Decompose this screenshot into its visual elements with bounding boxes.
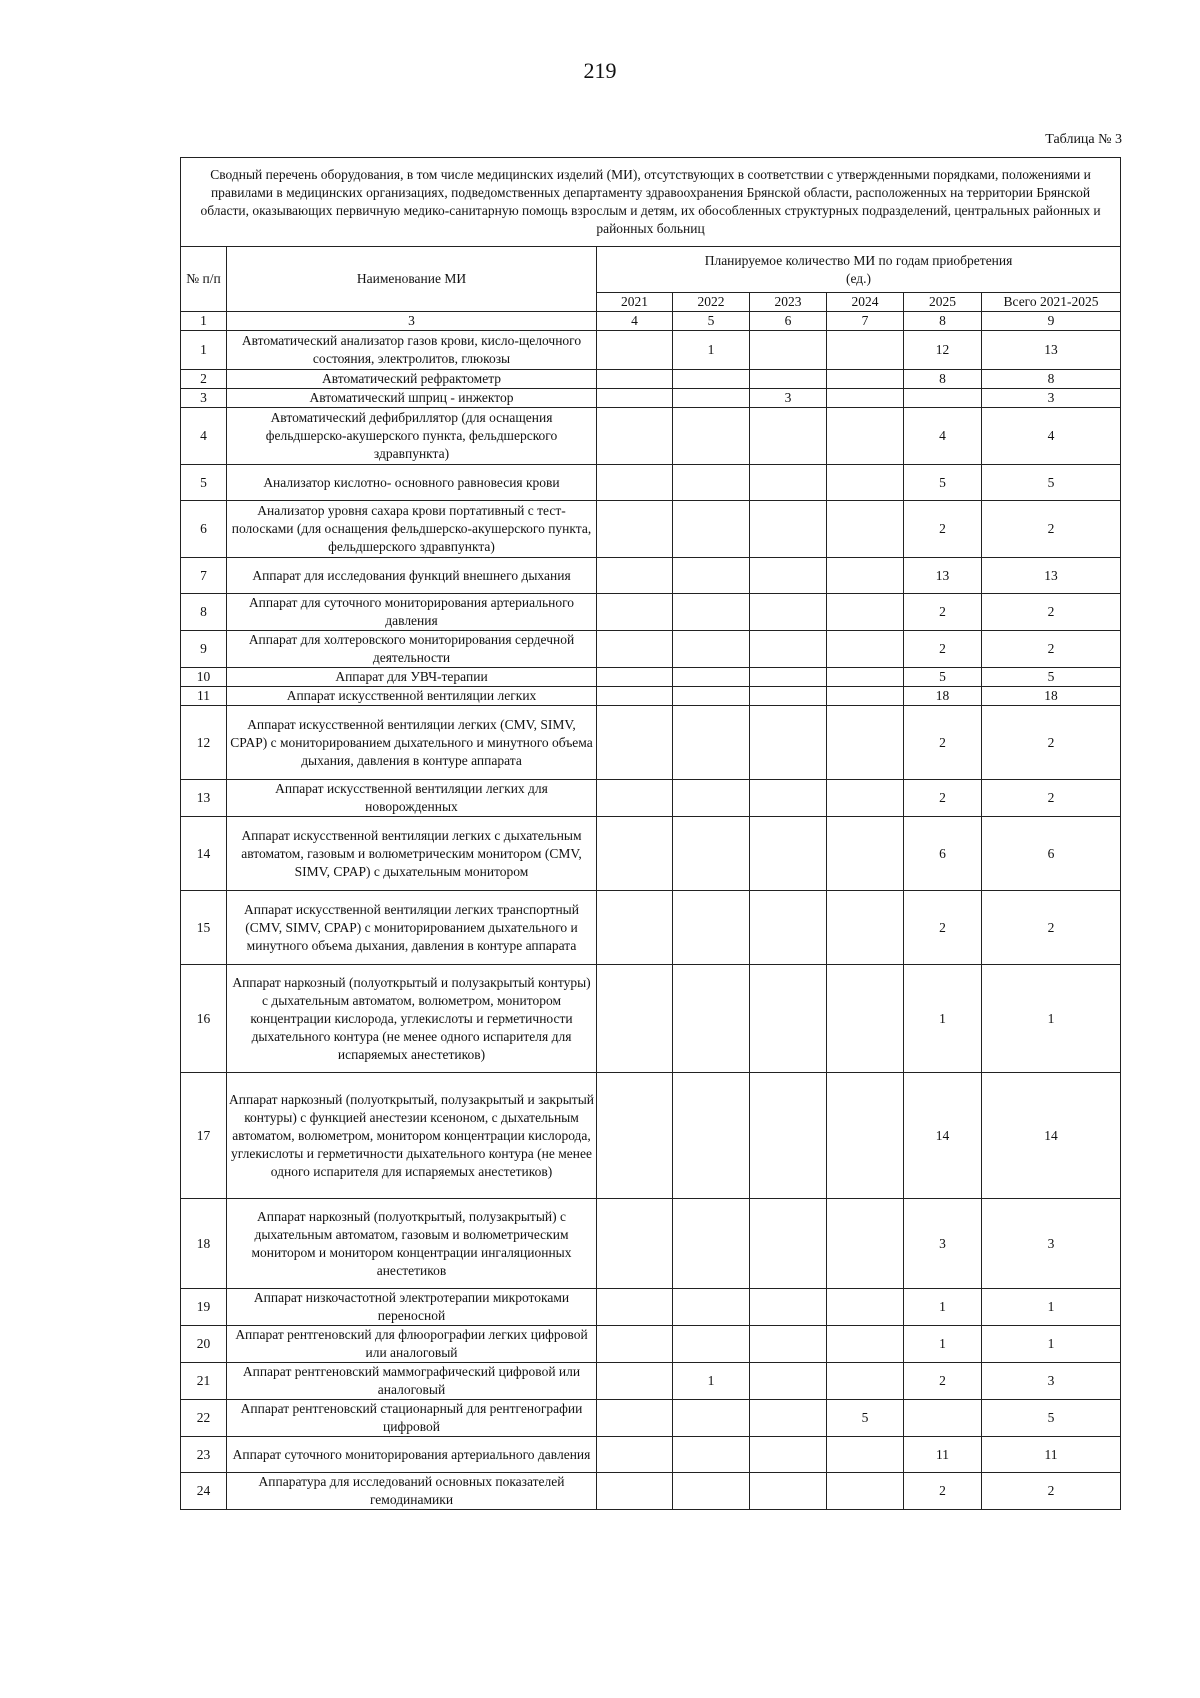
qty-total: 2 — [982, 1473, 1121, 1510]
qty-2025: 14 — [904, 1073, 982, 1199]
item-name: Автоматический шприц - инжектор — [227, 389, 597, 408]
qty-2022 — [673, 558, 750, 594]
qty-2025: 6 — [904, 817, 982, 891]
qty-total: 8 — [982, 370, 1121, 389]
qty-2021 — [597, 1073, 673, 1199]
year-total: Всего 2021-2025 — [982, 293, 1121, 312]
row-number: 14 — [181, 817, 227, 891]
qty-2021 — [597, 706, 673, 780]
qty-2023 — [750, 706, 827, 780]
year-2021: 2021 — [597, 293, 673, 312]
table-row — [181, 594, 1121, 631]
qty-2025: 18 — [904, 687, 982, 706]
qty-2024 — [827, 1363, 904, 1400]
year-2025: 2025 — [904, 293, 982, 312]
qty-2025: 8 — [904, 370, 982, 389]
qty-2021 — [597, 465, 673, 501]
qty-2025: 2 — [904, 594, 982, 631]
header-planned-text: Планируемое количество МИ по годам приобретения — [704, 252, 1013, 268]
item-name: Аппарат наркозный (полуоткрытый, полузакрытый) с дыхательным автоматом, газовым и волюметрическим монитором и монитором концентрации ингаляционных анестетиков — [227, 1199, 597, 1289]
qty-2024 — [827, 1326, 904, 1363]
qty-2024 — [827, 631, 904, 668]
qty-2023 — [750, 408, 827, 465]
item-name: Аппарат для исследования функций внешнего дыхания — [227, 558, 597, 594]
row-number: 11 — [181, 687, 227, 706]
qty-2025: 3 — [904, 1199, 982, 1289]
header-name: Наименование МИ — [227, 247, 597, 312]
qty-2025: 1 — [904, 1289, 982, 1326]
qty-2022 — [673, 370, 750, 389]
year-2023: 2023 — [750, 293, 827, 312]
qty-2024 — [827, 817, 904, 891]
qty-2024 — [827, 780, 904, 817]
row-number: 4 — [181, 408, 227, 465]
qty-total: 2 — [982, 501, 1121, 558]
qty-2023 — [750, 1073, 827, 1199]
col-number: 8 — [904, 312, 982, 331]
item-name: Анализатор кислотно- основного равновесия крови — [227, 465, 597, 501]
qty-2023 — [750, 370, 827, 389]
qty-2023 — [750, 817, 827, 891]
row-number: 16 — [181, 965, 227, 1073]
item-name: Автоматический дефибриллятор (для оснащения фельдшерско-акушерского пункта, фельдшерского здравпункта) — [227, 408, 597, 465]
qty-2025: 2 — [904, 631, 982, 668]
table-row — [181, 965, 1121, 1073]
qty-2024 — [827, 1073, 904, 1199]
table-row — [181, 465, 1121, 501]
qty-2024 — [827, 558, 904, 594]
qty-2024 — [827, 891, 904, 965]
row-number: 24 — [181, 1473, 227, 1510]
qty-total: 1 — [982, 1326, 1121, 1363]
qty-2023 — [750, 465, 827, 501]
row-number: 18 — [181, 1199, 227, 1289]
row-number: 13 — [181, 780, 227, 817]
qty-2021 — [597, 965, 673, 1073]
qty-2025: 2 — [904, 706, 982, 780]
table-row — [181, 706, 1121, 780]
qty-total: 1 — [982, 1289, 1121, 1326]
qty-2022 — [673, 687, 750, 706]
qty-2022 — [673, 1400, 750, 1437]
qty-2022 — [673, 465, 750, 501]
item-name: Аппарат наркозный (полуоткрытый и полузакрытый контуры) с дыхательным автоматом, волюметром, монитором концентрации кислорода, углекислоты и герметичности дыхательного контура (не менее одного испарителя для испаряемых анестетиков) — [227, 965, 597, 1073]
qty-2021 — [597, 668, 673, 687]
qty-2023 — [750, 668, 827, 687]
qty-2021 — [597, 1199, 673, 1289]
col-number: 6 — [750, 312, 827, 331]
qty-2022 — [673, 1073, 750, 1199]
year-2024: 2024 — [827, 293, 904, 312]
qty-2024 — [827, 465, 904, 501]
qty-2023 — [750, 1437, 827, 1473]
qty-total: 2 — [982, 594, 1121, 631]
qty-2024 — [827, 594, 904, 631]
qty-2021 — [597, 1289, 673, 1326]
qty-2025: 13 — [904, 558, 982, 594]
qty-2022 — [673, 891, 750, 965]
qty-2021 — [597, 501, 673, 558]
qty-2023 — [750, 1199, 827, 1289]
qty-2022 — [673, 1473, 750, 1510]
qty-total: 1 — [982, 965, 1121, 1073]
qty-2024 — [827, 1437, 904, 1473]
qty-2021 — [597, 1326, 673, 1363]
row-number: 22 — [181, 1400, 227, 1437]
qty-2021 — [597, 891, 673, 965]
qty-2022 — [673, 501, 750, 558]
qty-2022: 1 — [673, 331, 750, 370]
qty-2022 — [673, 1326, 750, 1363]
item-name: Автоматический анализатор газов крови, кисло-щелочного состояния, электролитов, глюкозы — [227, 331, 597, 370]
qty-2022 — [673, 706, 750, 780]
qty-2022 — [673, 594, 750, 631]
qty-2025: 1 — [904, 965, 982, 1073]
qty-2021 — [597, 687, 673, 706]
qty-2025: 12 — [904, 331, 982, 370]
table-row — [181, 501, 1121, 558]
qty-total: 18 — [982, 687, 1121, 706]
qty-2022 — [673, 965, 750, 1073]
item-name: Аппарат искусственной вентиляции легких с дыхательным автоматом, газовым и волюметрическим монитором (CMV, SIMV, CPAP) с дыхательным монитором — [227, 817, 597, 891]
qty-2021 — [597, 389, 673, 408]
item-name: Аппарат низкочастотной электротерапии микротоками переносной — [227, 1289, 597, 1326]
qty-2025: 2 — [904, 780, 982, 817]
row-number: 1 — [181, 331, 227, 370]
qty-2023 — [750, 1289, 827, 1326]
row-number: 23 — [181, 1437, 227, 1473]
qty-2025 — [904, 1400, 982, 1437]
qty-2024 — [827, 706, 904, 780]
qty-2021 — [597, 780, 673, 817]
col-number: 1 — [181, 312, 227, 331]
table-row — [181, 1199, 1121, 1289]
item-name: Аппарат искусственной вентиляции легких (CMV, SIMV, CPAP) с мониторированием дыхательного и минутного объема дыхания, давления в контуре аппарата — [227, 706, 597, 780]
qty-total: 6 — [982, 817, 1121, 891]
column-number-row — [181, 312, 1121, 331]
qty-2021 — [597, 1473, 673, 1510]
qty-2024 — [827, 1199, 904, 1289]
qty-total: 14 — [982, 1073, 1121, 1199]
qty-2023 — [750, 631, 827, 668]
qty-total: 5 — [982, 668, 1121, 687]
col-number: 7 — [827, 312, 904, 331]
qty-2021 — [597, 1437, 673, 1473]
qty-2025: 2 — [904, 501, 982, 558]
qty-2024 — [827, 668, 904, 687]
qty-2024: 5 — [827, 1400, 904, 1437]
qty-2023 — [750, 594, 827, 631]
qty-2022 — [673, 389, 750, 408]
qty-total: 3 — [982, 1363, 1121, 1400]
qty-2022 — [673, 408, 750, 465]
table-row — [181, 1363, 1121, 1400]
qty-2021 — [597, 817, 673, 891]
row-number: 5 — [181, 465, 227, 501]
qty-2024 — [827, 331, 904, 370]
table-row — [181, 668, 1121, 687]
qty-2024 — [827, 408, 904, 465]
qty-2024 — [827, 1289, 904, 1326]
qty-2023 — [750, 1326, 827, 1363]
qty-2021 — [597, 631, 673, 668]
qty-total: 3 — [982, 1199, 1121, 1289]
qty-2023 — [750, 331, 827, 370]
table-row — [181, 631, 1121, 668]
qty-2024 — [827, 389, 904, 408]
header-planned — [597, 247, 1121, 293]
year-2022: 2022 — [673, 293, 750, 312]
row-number: 12 — [181, 706, 227, 780]
qty-2024 — [827, 965, 904, 1073]
table-row — [181, 558, 1121, 594]
qty-2021 — [597, 370, 673, 389]
table-row — [181, 1326, 1121, 1363]
qty-2025: 2 — [904, 1363, 982, 1400]
table-row — [181, 389, 1121, 408]
qty-2021 — [597, 594, 673, 631]
item-name: Аппарат рентгеновский для флюорографии легких цифровой или аналоговый — [227, 1326, 597, 1363]
table-row — [181, 687, 1121, 706]
table-row — [181, 780, 1121, 817]
qty-2023 — [750, 780, 827, 817]
equipment-table — [180, 157, 1121, 1510]
table-row — [181, 408, 1121, 465]
qty-total: 13 — [982, 331, 1121, 370]
table-row — [181, 1437, 1121, 1473]
item-name: Аппарат для холтеровского мониторирования сердечной деятельности — [227, 631, 597, 668]
item-name: Аппарат суточного мониторирования артериального давления — [227, 1437, 597, 1473]
qty-total: 2 — [982, 780, 1121, 817]
page-number: 219 — [583, 58, 617, 83]
col-number: 9 — [982, 312, 1121, 331]
row-number: 9 — [181, 631, 227, 668]
table-row — [181, 1073, 1121, 1199]
table-row — [181, 1473, 1121, 1510]
qty-2025: 11 — [904, 1437, 982, 1473]
qty-2022: 1 — [673, 1363, 750, 1400]
qty-2021 — [597, 1400, 673, 1437]
qty-total: 4 — [982, 408, 1121, 465]
row-number: 19 — [181, 1289, 227, 1326]
qty-2023 — [750, 1473, 827, 1510]
qty-2021 — [597, 1363, 673, 1400]
table-row — [181, 1400, 1121, 1437]
qty-2022 — [673, 1437, 750, 1473]
item-name: Анализатор уровня сахара крови портативный с тест-полосками (для оснащения фельдшерско-акушерского пункта, фельдшерского здравпункта) — [227, 501, 597, 558]
header-num: № п/п — [181, 247, 227, 312]
table-row — [181, 817, 1121, 891]
header-unit: (ед.) — [846, 270, 872, 286]
col-number: 3 — [227, 312, 597, 331]
qty-2022 — [673, 631, 750, 668]
qty-total: 2 — [982, 891, 1121, 965]
qty-2025: 2 — [904, 1473, 982, 1510]
qty-2025: 4 — [904, 408, 982, 465]
qty-2023: 3 — [750, 389, 827, 408]
qty-2023 — [750, 891, 827, 965]
item-name: Аппарат для суточного мониторирования артериального давления — [227, 594, 597, 631]
table-row — [181, 331, 1121, 370]
row-number: 2 — [181, 370, 227, 389]
qty-2022 — [673, 817, 750, 891]
qty-total: 13 — [982, 558, 1121, 594]
qty-2021 — [597, 408, 673, 465]
qty-2023 — [750, 558, 827, 594]
table-row — [181, 370, 1121, 389]
qty-total: 5 — [982, 1400, 1121, 1437]
qty-2024 — [827, 501, 904, 558]
qty-total: 5 — [982, 465, 1121, 501]
qty-2025: 5 — [904, 668, 982, 687]
qty-2024 — [827, 687, 904, 706]
qty-2023 — [750, 1363, 827, 1400]
qty-2025: 2 — [904, 891, 982, 965]
table-title-row — [181, 158, 1121, 247]
table-label: Таблица № 3 — [1045, 132, 1122, 147]
qty-2022 — [673, 780, 750, 817]
row-number: 17 — [181, 1073, 227, 1199]
qty-2022 — [673, 1199, 750, 1289]
qty-2025: 5 — [904, 465, 982, 501]
item-name: Аппарат искусственной вентиляции легких — [227, 687, 597, 706]
row-number: 21 — [181, 1363, 227, 1400]
row-number: 7 — [181, 558, 227, 594]
qty-2022 — [673, 668, 750, 687]
table-row — [181, 1289, 1121, 1326]
qty-2025 — [904, 389, 982, 408]
col-number: 4 — [597, 312, 673, 331]
row-number: 20 — [181, 1326, 227, 1363]
qty-2021 — [597, 558, 673, 594]
item-name: Аппарат наркозный (полуоткрытый, полузакрытый и закрытый контуры) с функцией анестезии ксеноном, с дыхательным автоматом, волюметром, монитором концентрации кислорода, углекислоты и герметичности дыхательного контура (не менее одного испарителя для испаряемых анестетиков) — [227, 1073, 597, 1199]
qty-2021 — [597, 331, 673, 370]
qty-2025: 1 — [904, 1326, 982, 1363]
item-name: Аппарат рентгеновский маммографический цифровой или аналоговый — [227, 1363, 597, 1400]
qty-2023 — [750, 687, 827, 706]
table-row — [181, 891, 1121, 965]
qty-2022 — [673, 1289, 750, 1326]
qty-2024 — [827, 370, 904, 389]
item-name: Аппарат искусственной вентиляции легких для новорожденных — [227, 780, 597, 817]
item-name: Автоматический рефрактометр — [227, 370, 597, 389]
qty-total: 11 — [982, 1437, 1121, 1473]
qty-2023 — [750, 501, 827, 558]
row-number: 15 — [181, 891, 227, 965]
row-number: 3 — [181, 389, 227, 408]
qty-2023 — [750, 1400, 827, 1437]
qty-2024 — [827, 1473, 904, 1510]
qty-total: 2 — [982, 706, 1121, 780]
qty-total: 2 — [982, 631, 1121, 668]
col-number: 5 — [673, 312, 750, 331]
item-name: Аппарат для УВЧ-терапии — [227, 668, 597, 687]
item-name: Аппаратура для исследований основных показателей гемодинамики — [227, 1473, 597, 1510]
table-title: Сводный перечень оборудования, в том числе медицинских изделий (МИ), отсутствующих в соответствии с утвержденными порядками, положениями и правилами в медицинских организациях, подведомственных департаменту здравоохранения Брянской области, расположенных на территории Брянской области, оказывающих первичную медико-санитарную помощь взрослым и детям, их обособленных структурных подразделений, центральных районных и районных больниц — [181, 158, 1121, 247]
qty-total: 3 — [982, 389, 1121, 408]
row-number: 8 — [181, 594, 227, 631]
qty-2023 — [750, 965, 827, 1073]
item-name: Аппарат искусственной вентиляции легких транспортный (CMV, SIMV, CPAP) с мониторированием дыхательного и минутного объема дыхания, давления в контуре аппарата — [227, 891, 597, 965]
row-number: 10 — [181, 668, 227, 687]
row-number: 6 — [181, 501, 227, 558]
header-row — [181, 247, 1121, 293]
item-name: Аппарат рентгеновский стационарный для рентгенографии цифровой — [227, 1400, 597, 1437]
